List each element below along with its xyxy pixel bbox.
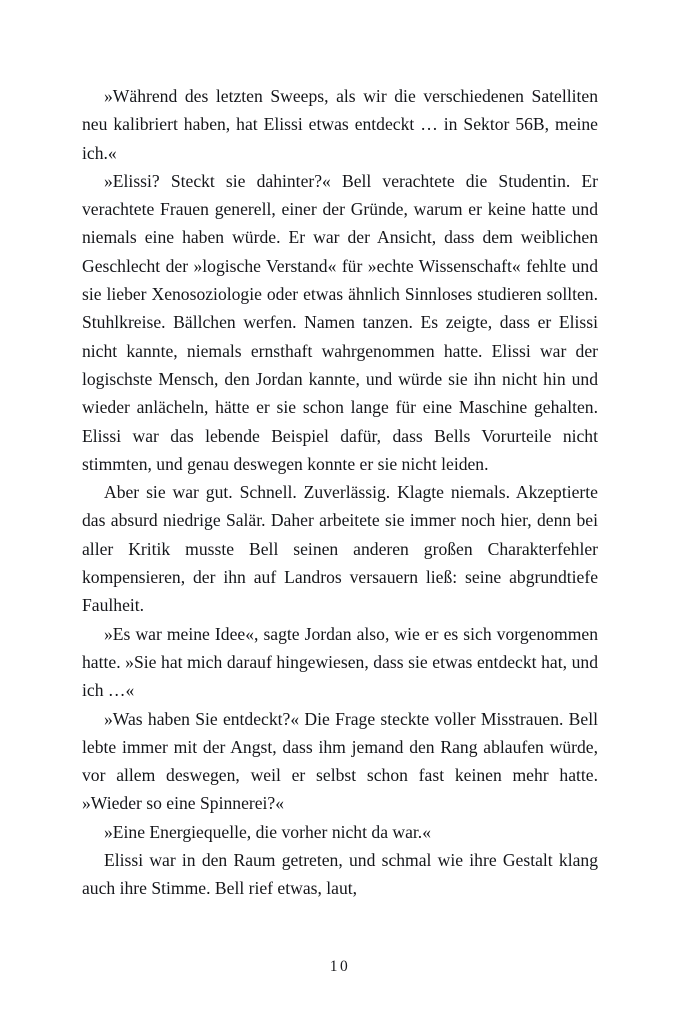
paragraph: »Während des letzten Sweeps, als wir die verschiedenen Satelliten neu kalibriert haben, hat Elissi etwas entdeckt … in Sektor 56B, meine ich.« [82, 86, 598, 163]
page-number: 10 [329, 958, 351, 975]
page-text-body [82, 82, 598, 903]
paragraph: »Was haben Sie entdeckt?« Die Frage steckte voller Misstrauen. Bell lebte immer mit der Angst, dass ihm jemand den Rang ablaufen würde, vor allem deswegen, weil er selbst schon fast keinen mehr hatte. »Wieder so eine Spinnerei?« [82, 708, 598, 814]
paragraph: »Eine Energiequelle, die vorher nicht da war.« [104, 821, 431, 842]
paragraph: Aber sie war gut. Schnell. Zuverlässig. Klagte niemals. Akzeptierte das absurd niedrige Salär. Daher arbeitete sie immer noch hier, denn bei aller Kritik musste Bell seinen anderen großen Charakterfehler kompensieren, der ihn auf Landros versauern ließ: seine abgrundtiefe Faulheit. [82, 482, 598, 616]
paragraph: »Es war meine Idee«, sagte Jordan also, wie er es sich vorgenommen hatte. »Sie hat mich darauf hingewiesen, dass sie etwas entdeckt hat, und ich …« [82, 623, 598, 701]
paragraph: Elissi war in den Raum getreten, und schmal wie ihre Gestalt klang auch ihre Stimme. Bell rief etwas, laut, [82, 850, 598, 899]
paragraph: »Elissi? Steckt sie dahinter?« Bell verachtete die Studentin. Er verachtete Frauen generell, einer der Gründe, warum er keine hatte und niemals eine haben würde. Er war der Ansicht, dass dem weiblichen Geschlecht der »logische Verstand« für »echte Wissenschaft« fehlte und sie lieber Xenosoziologie oder etwas ähnlich Sinnloses studieren sollten. Stuhlkreise. Bällchen werfen. Namen tanzen. Es zeigte, dass er Elissi nicht kannte, niemals ernsthaft wahrgenommen hatte. Elissi war der logischste Mensch, den Jordan kannte, und würde sie ihn nicht hin und wieder anlächeln, hätte er sie schon lange für eine Maschine gehalten. Elissi war das lebende Beispiel dafür, dass Bells Vorurteile nicht stimmten, und genau deswegen konnte er sie nicht leiden. [82, 170, 598, 474]
